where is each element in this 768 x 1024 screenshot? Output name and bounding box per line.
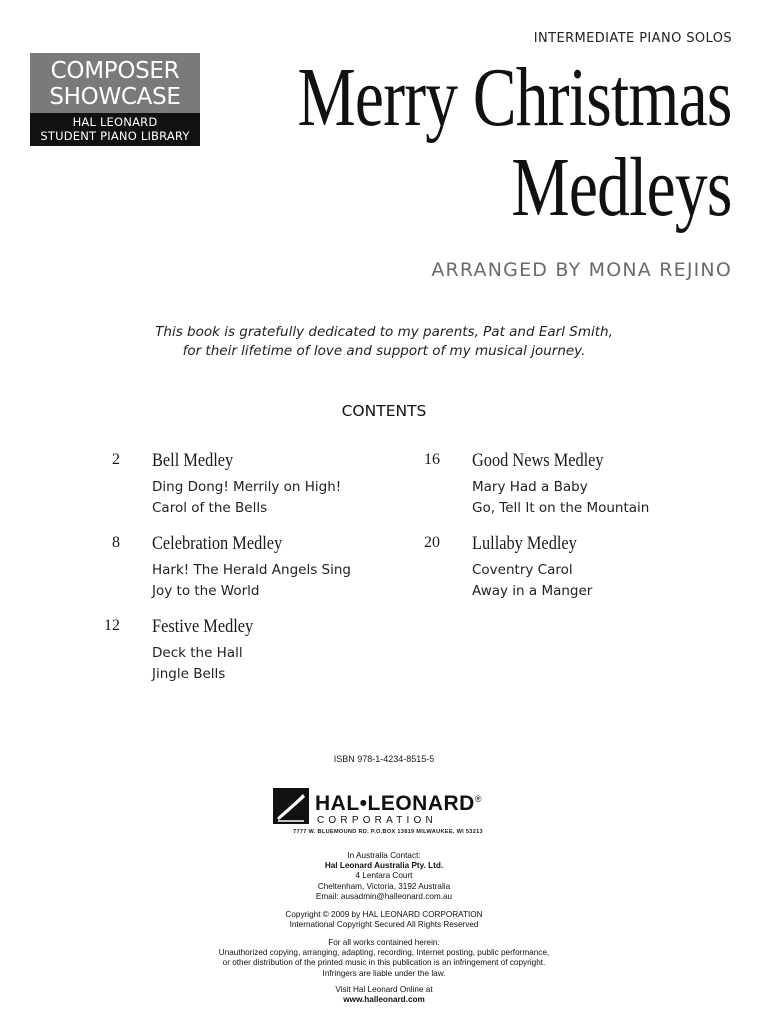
badge-bottom xyxy=(30,113,200,146)
copyright-line-1: Copyright © 2009 by HAL LEONARD CORPORATION xyxy=(285,910,483,919)
dedication xyxy=(0,323,768,361)
contents-entry xyxy=(424,533,768,599)
song-title: Joy to the World xyxy=(152,583,260,599)
song-title: Mary Had a Baby xyxy=(472,479,588,495)
badge-line-1: COMPOSER xyxy=(50,58,180,84)
publisher-name xyxy=(315,792,482,816)
badge-top xyxy=(30,53,200,113)
song-title: Go, Tell It on the Mountain xyxy=(472,500,650,516)
copyright-notice xyxy=(0,938,768,979)
registered-mark: ® xyxy=(474,794,482,804)
song-title: Coventry Carol xyxy=(472,562,573,578)
copyright xyxy=(0,910,768,930)
notice-line-1: For all works contained herein: xyxy=(328,938,440,947)
badge-line-4: STUDENT PIANO LIBRARY xyxy=(40,129,190,143)
song-title: Deck the Hall xyxy=(152,645,243,661)
australia-line-2: Hal Leonard Australia Pty. Ltd. xyxy=(324,861,444,871)
australia-line-3: 4 Lentara Court xyxy=(355,871,413,881)
dedication-line-1: This book is gratefully dedicated to my parents, Pat and Earl Smith, xyxy=(155,324,613,340)
notice-line-4: Infringers are liable under the law. xyxy=(322,968,446,978)
title-line-2: Medleys xyxy=(511,141,732,234)
contents-heading: CONTENTS xyxy=(341,402,427,420)
australia-line-5: Email: ausadmin@halleonard.com.au xyxy=(315,891,453,901)
composer-showcase-badge xyxy=(30,53,200,146)
arranger: ARRANGED BY MONA REJINO xyxy=(431,259,732,281)
publisher-address: 7777 W. BLUEMOUND RD. P.O.BOX 13819 MILWAUKEE, WI 53213 xyxy=(293,829,483,835)
medley-title: Festive Medley xyxy=(152,616,254,637)
medley-title: Bell Medley xyxy=(152,450,234,471)
page-number: 16 xyxy=(424,451,440,468)
australia-line-1: In Australia Contact: xyxy=(347,851,421,860)
song-title: Away in a Manger xyxy=(472,583,593,599)
song-title: Ding Dong! Merrily on High! xyxy=(152,479,342,495)
notice-line-2: Unauthorized copying, arranging, adapting, recording, Internet posting, public performance, xyxy=(218,948,550,958)
contents-entry xyxy=(104,616,452,682)
page-number: 2 xyxy=(112,451,120,468)
song-title: Jingle Bells xyxy=(152,666,226,682)
series-label: INTERMEDIATE PIANO SOLOS xyxy=(533,31,732,46)
australia-contact xyxy=(0,851,768,902)
song-title: Carol of the Bells xyxy=(152,500,268,516)
contents-entry xyxy=(424,450,768,516)
book-title xyxy=(298,53,732,233)
badge-line-3: HAL LEONARD xyxy=(72,115,158,129)
online-info xyxy=(0,985,768,1005)
australia-line-4: Cheltenham, Victoria, 3192 Australia xyxy=(317,881,451,891)
page-number: 8 xyxy=(112,534,120,551)
publisher-name-text: HAL•LEONARD xyxy=(315,792,475,815)
badge-line-2: SHOWCASE xyxy=(49,84,181,110)
copyright-line-2: International Copyright Secured All Rights Reserved xyxy=(289,920,479,930)
medley-title: Good News Medley xyxy=(472,450,604,471)
website-link[interactable]: www.halleonard.com xyxy=(343,995,425,1005)
medley-title: Celebration Medley xyxy=(152,533,283,554)
hal-leonard-logo xyxy=(273,788,503,840)
medley-title: Lullaby Medley xyxy=(472,533,577,554)
page-number: 12 xyxy=(104,617,120,634)
page-number: 20 xyxy=(424,534,440,551)
isbn: ISBN 978-1-4234-8515-5 xyxy=(333,754,435,764)
title-line-1: Merry Christmas xyxy=(297,51,732,144)
notice-line-3: or other distribution of the printed music in this publication is an infringement of copyright. xyxy=(222,958,546,968)
hal-leonard-emblem-icon xyxy=(273,788,309,824)
song-title: Hark! The Herald Angels Sing xyxy=(152,562,351,578)
dedication-line-2: for their lifetime of love and support of my musical journey. xyxy=(182,343,586,359)
online-line-1: Visit Hal Leonard Online at xyxy=(335,985,433,994)
publisher-corporation: CORPORATION xyxy=(317,815,437,826)
